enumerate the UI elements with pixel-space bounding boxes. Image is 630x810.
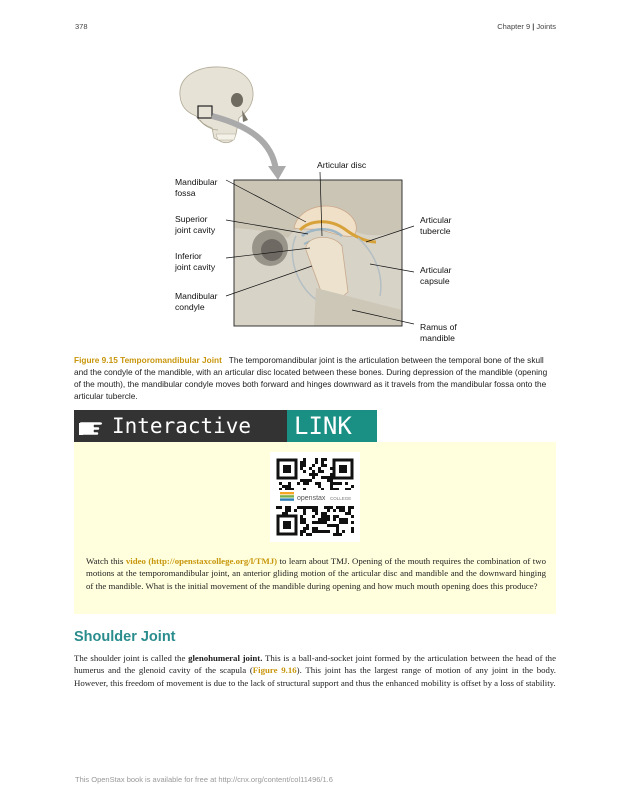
label-articular-tubercle-2: tubercle xyxy=(420,226,451,236)
para-start: The shoulder joint is called the xyxy=(74,653,189,663)
skull-illustration xyxy=(180,67,253,143)
para-bold-term: glenohumeral joint. xyxy=(188,653,263,663)
label-mandibular-fossa-2: fossa xyxy=(175,188,196,198)
label-articular-disc: Articular disc xyxy=(317,160,367,170)
banner-word-interactive: Interactive xyxy=(112,414,252,438)
chapter-name: Joints xyxy=(536,22,556,31)
label-mandibular-condyle-1: Mandibular xyxy=(175,291,218,301)
chapter-title xyxy=(497,22,556,31)
chapter-prefix: Chapter 9 xyxy=(497,22,531,31)
page-number: 378 xyxy=(75,22,88,31)
tmj-video-link[interactable]: video (http://openstaxcollege.org/l/TMJ) xyxy=(125,556,278,566)
figure-caption-title: Figure 9.15 Temporomandibular Joint xyxy=(74,355,222,365)
interactive-link-text xyxy=(86,555,546,592)
banner-word-link: LINK xyxy=(294,412,352,440)
qr-code[interactable] xyxy=(270,452,360,542)
interactive-link-box xyxy=(74,442,556,614)
figure-caption-text: The temporomandibular joint is the articulation between the temporal bone of the skull and the condyle of the mandible, with an articular disc located between these bones. During depression of the mandible (opening of the mouth), the mandibular condyle moves both forward and hinges downward as it travels from the mandibular fossa onto the articular tubercle. xyxy=(74,355,548,401)
chapter-separator: | xyxy=(530,22,537,31)
label-ramus-1: Ramus of xyxy=(420,322,457,332)
label-articular-tubercle-1: Articular xyxy=(420,215,452,225)
label-mandibular-condyle-2: condyle xyxy=(175,302,205,312)
label-superior-joint-cavity-1: Superior xyxy=(175,214,208,224)
section-paragraph xyxy=(74,652,556,689)
label-articular-capsule-1: Articular xyxy=(420,265,452,275)
label-mandibular-fossa-1: Mandibular xyxy=(175,177,218,187)
label-articular-capsule-2: capsule xyxy=(420,276,450,286)
il-text-after: to learn about TMJ. Opening of the mouth requires the combination of two motions at the temporomandibular joint, an anterior gliding motion of the articular disc and mandible and the downward hinging of the mandible. What is the initial movement of the mandible during opening and how much mouth opening does this produce? xyxy=(86,556,546,591)
joint-detail-panel xyxy=(234,180,402,326)
label-ramus-2: mandible xyxy=(420,333,455,343)
interactive-link-banner xyxy=(74,410,377,442)
qr-brand-suffix: COLLEGE xyxy=(330,496,352,501)
figure-caption xyxy=(74,354,556,402)
para-end: ). This joint has the largest range of motion of any joint in the body. However, this freedom of movement is due to the lack of structural support and thus the enhanced mobility is offset by a loss of stability. xyxy=(74,665,556,688)
page-footer: This OpenStax book is available for free at http://cnx.org/content/col11496/1.6 xyxy=(75,775,333,784)
openstax-logo-icon xyxy=(280,492,294,501)
tmj-figure xyxy=(170,60,470,350)
section-heading: Shoulder Joint xyxy=(74,629,176,645)
label-superior-joint-cavity-2: joint cavity xyxy=(175,225,216,235)
figure-9-16-link[interactable]: Figure 9.16 xyxy=(252,665,297,676)
il-text-before: Watch this xyxy=(86,556,126,566)
qr-brand: openstax xyxy=(297,495,326,502)
label-inferior-joint-cavity-2: joint cavity xyxy=(175,262,216,272)
para-mid: This is a ball-and-socket joint formed by the articulation between the head of the humerus and the glenoid cavity of the scapula ( xyxy=(74,653,556,676)
label-inferior-joint-cavity-1: Inferior xyxy=(175,251,202,261)
